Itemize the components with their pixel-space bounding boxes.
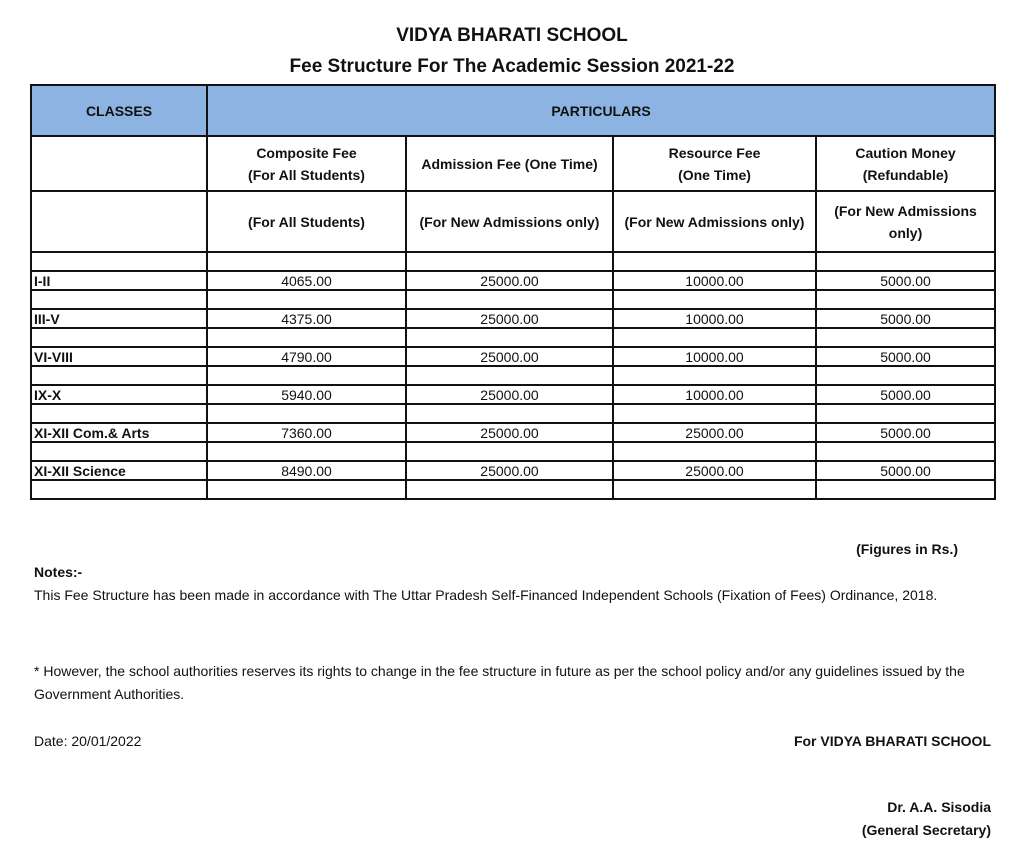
notes-heading: Notes:-: [34, 564, 83, 580]
fee-type-resource: Resource Fee (One Time): [613, 136, 816, 191]
table-row: [31, 461, 995, 480]
spacer-row: [31, 480, 995, 499]
class-name-cell: IX-X: [31, 385, 207, 404]
empty-cell: [207, 290, 406, 309]
resource-fee-cell: 25000.00: [613, 461, 816, 480]
signatory-name: Dr. A.A. Sisodia: [887, 799, 991, 815]
class-name-cell: I-II: [31, 271, 207, 290]
applies-resource: (For New Admissions only): [613, 191, 816, 252]
spacer-row: [31, 404, 995, 423]
empty-cell: [613, 366, 816, 385]
spacer-row: [31, 252, 995, 271]
class-name-cell: XI-XII Com.& Arts: [31, 423, 207, 442]
admission-fee-cell: 25000.00: [406, 461, 613, 480]
empty-cell: [31, 480, 207, 499]
resource-fee-cell: 25000.00: [613, 423, 816, 442]
caution-fee-cell: 5000.00: [816, 385, 995, 404]
empty-cell: [207, 404, 406, 423]
empty-cell: [31, 404, 207, 423]
empty-cell: [406, 404, 613, 423]
empty-cell: [207, 480, 406, 499]
admission-fee-cell: 25000.00: [406, 271, 613, 290]
applies-composite: (For All Students): [207, 191, 406, 252]
empty-cell: [816, 442, 995, 461]
empty-cell: [613, 252, 816, 271]
fee-type-admission: Admission Fee (One Time): [406, 136, 613, 191]
caution-fee-cell: 5000.00: [816, 271, 995, 290]
for-organization: For VIDYA BHARATI SCHOOL: [793, 733, 991, 749]
applies-admission: (For New Admissions only): [406, 191, 613, 252]
empty-cell: [406, 480, 613, 499]
fee-type-row: [31, 136, 995, 191]
fee-structure-table: [30, 84, 996, 500]
class-name-cell: VI-VIII: [31, 347, 207, 366]
empty-cell: [613, 328, 816, 347]
resource-fee-cell: 10000.00: [613, 347, 816, 366]
table-row: [31, 309, 995, 328]
resource-fee-cell: 10000.00: [613, 385, 816, 404]
empty-cell: [816, 404, 995, 423]
empty-cell: [406, 328, 613, 347]
empty-cell: [613, 480, 816, 499]
empty-cell: [816, 252, 995, 271]
composite-fee-cell: 8490.00: [207, 461, 406, 480]
fee-type-caution: Caution Money (Refundable): [816, 136, 995, 191]
signature-block: [862, 796, 991, 842]
empty-cell: [613, 290, 816, 309]
empty-cell: [207, 366, 406, 385]
spacer-row: [31, 366, 995, 385]
document-subtitle: Fee Structure For The Academic Session 2021-22: [289, 56, 735, 77]
spacer-row: [31, 328, 995, 347]
composite-fee-cell: 4790.00: [207, 347, 406, 366]
empty-cell: [406, 442, 613, 461]
empty-cell: [406, 290, 613, 309]
caution-fee-cell: 5000.00: [816, 461, 995, 480]
empty-cell: [207, 328, 406, 347]
resource-fee-cell: 10000.00: [613, 309, 816, 328]
caution-fee-cell: 5000.00: [816, 423, 995, 442]
applies-caution: (For New Admissions only): [816, 191, 995, 252]
empty-cell: [613, 442, 816, 461]
composite-fee-cell: 4375.00: [207, 309, 406, 328]
fee-type-composite: Composite Fee (For All Students): [207, 136, 406, 191]
empty-cell: [207, 252, 406, 271]
applicability-row: [31, 191, 995, 252]
table-row: [31, 423, 995, 442]
empty-cell: [816, 328, 995, 347]
admission-fee-cell: 25000.00: [406, 309, 613, 328]
issue-date: Date: 20/01/2022: [34, 733, 142, 749]
empty-cell: [406, 252, 613, 271]
admission-fee-cell: 25000.00: [406, 423, 613, 442]
class-name-cell: III-V: [31, 309, 207, 328]
table-header-row: [31, 85, 995, 136]
caution-fee-cell: 5000.00: [816, 347, 995, 366]
particulars-header: PARTICULARS: [207, 85, 995, 136]
empty-cell: [31, 328, 207, 347]
school-name: VIDYA BHARATI SCHOOL: [396, 25, 628, 46]
caution-fee-cell: 5000.00: [816, 309, 995, 328]
admission-fee-cell: 25000.00: [406, 385, 613, 404]
spacer-row: [31, 442, 995, 461]
empty-cell: [816, 290, 995, 309]
classes-header: CLASSES: [31, 85, 207, 136]
empty-cell: [31, 442, 207, 461]
empty-cell: [31, 136, 207, 191]
composite-fee-cell: 4065.00: [207, 271, 406, 290]
empty-cell: [816, 480, 995, 499]
empty-cell: [31, 191, 207, 252]
empty-cell: [613, 404, 816, 423]
table-row: [31, 385, 995, 404]
table-row: [31, 271, 995, 290]
signatory-designation: (General Secretary): [861, 822, 991, 838]
empty-cell: [31, 252, 207, 271]
note-ordinance: This Fee Structure has been made in accordance with The Uttar Pradesh Self-Financed Independent Schools (Fixation of Fees) Ordinance, 2018.: [34, 587, 938, 603]
class-name-cell: XI-XII Science: [31, 461, 207, 480]
figures-unit-note: (Figures in Rs.): [856, 541, 958, 557]
composite-fee-cell: 7360.00: [207, 423, 406, 442]
empty-cell: [31, 290, 207, 309]
table-row: [31, 347, 995, 366]
empty-cell: [816, 366, 995, 385]
resource-fee-cell: 10000.00: [613, 271, 816, 290]
empty-cell: [31, 366, 207, 385]
empty-cell: [207, 442, 406, 461]
composite-fee-cell: 5940.00: [207, 385, 406, 404]
empty-cell: [406, 366, 613, 385]
spacer-row: [31, 290, 995, 309]
note-rights-reserved: * However, the school authorities reserves its rights to change in the fee structure in future as per the school policy and/or any guidelines issued by the Government Authorities.: [34, 663, 965, 702]
admission-fee-cell: 25000.00: [406, 347, 613, 366]
